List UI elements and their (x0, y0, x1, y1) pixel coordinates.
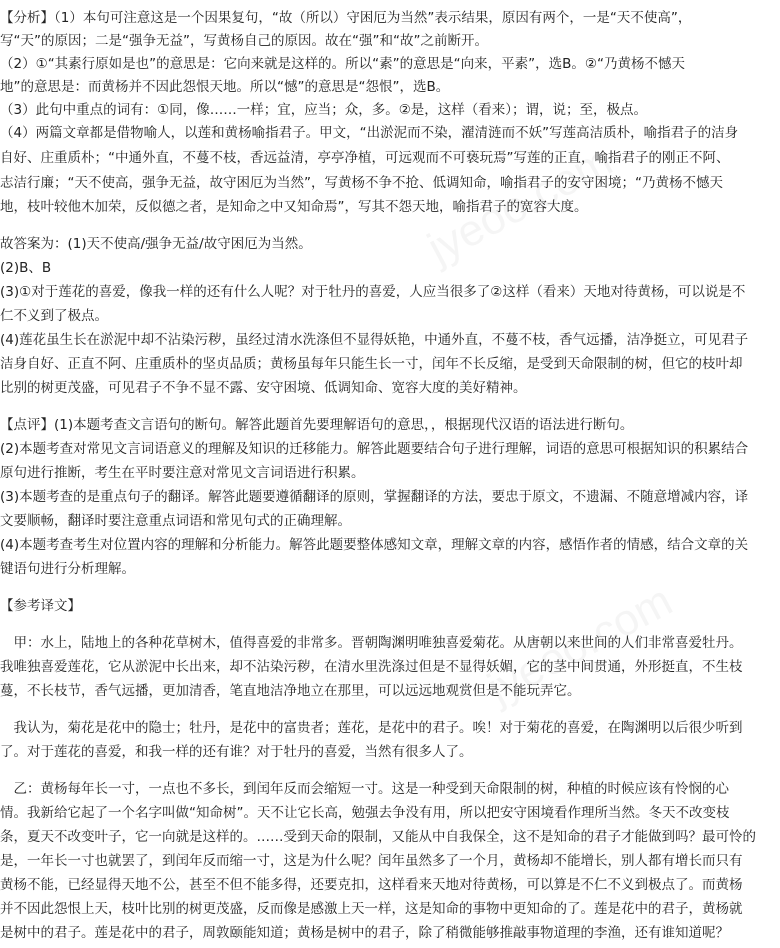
text-line: 了。对于莲花的喜爱，和我一样的还有谁？对于牡丹的喜爱，当然有很多人了。 (0, 744, 473, 760)
text-line: 【点评】(1)本题考查文言语句的断句。解答此题首先要理解语句的意思，，根据现代汉语的语法进行断句。 (0, 417, 634, 433)
text-line: 情。我新给它起了一个名字叫做“知命树”。天不让它长高，勉强去争没有用，所以把安守困境看作理所当然。冬天不改变枝 (0, 805, 730, 821)
watermark: jyeoo.com (420, 135, 621, 274)
text-line: 蔓，不长枝节，香气远播，更加清香，笔直地洁净地立在那里，可以远远地观赏但是不能玩弄它。 (0, 683, 581, 699)
text-line: 洁身自好、正直不阿、庄重质朴的坚贞品质；黄杨虽每年只能生长一寸，闰年不长反缩，是受到天命限制的树，但它的枝叶却 (0, 356, 743, 372)
text-line: 比别的树更茂盛，可见君子不争不显不露、安守困境、低调知命、宽容大度的美好精神。 (0, 380, 527, 396)
text-line: 我认为，菊花是花中的隐士；牡丹，是花中的富贵者；莲花，是花中的君子。唉！对于菊花的喜爱，在陶渊明以后很少听到 (0, 720, 743, 736)
text-line: (4)莲花虽生长在淤泥中却不沾染污秽，虽经过清水洗涤但不显得妖艳，中通外直，不蔓不枝，香气远播，洁净挺立，可见君子 (0, 332, 749, 348)
text-line: 文要顺畅，翻译时要注意重点词语和常见句式的正确理解。 (0, 513, 351, 529)
text-line: 是，一年长一寸也就罢了，到闰年反而缩一寸，这是为什么呢？闰年虽然多了一个月，黄杨却不能增长，别人都有增长而只有 (0, 853, 743, 869)
text-line: （3）此句中重点的词有：①同，像……一样；宜，应当；众，多。②是，这样（看来）；谓，说；至，极点。 (0, 102, 648, 118)
text-line: 地，枝叶较他木加荣，反似德之者，是知命之中又知命焉”，写其不怨天地，喻指君子的宽容大度。 (0, 199, 588, 215)
text-line: 仁不义到了极点。 (0, 308, 108, 324)
text-line: 我唯独喜爱莲花，它从淤泥中长出来，却不沾染污秽，在清水里洗涤过但是不显得妖媚，它的茎中间贯通，外形挺直，不生枝 (0, 659, 743, 675)
text-line: （2）①“其素行原如是也”的意思是：它向来就是这样的。所以“素”的意思是“向来，平素”，选B。②“乃黄杨不憾天 (0, 56, 686, 72)
text-line: (3)①对于莲花的喜爱，像我一样的还有什么人呢？对于牡丹的喜爱，人应当很多了②这样（看来）天地对待黄杨，可以说是不 (0, 284, 746, 300)
text-line: 志洁行廉；“天不使高，强争无益，故守困厄为当然”，写黄杨不争不抢、低调知命，喻指君子的安守困境；“乃黄杨不憾天 (0, 175, 723, 191)
text-line: 乙：黄杨每年长一寸，一点也不多长，到闰年反而会缩短一寸。这是一种受到天命限制的树，种植的时候应该有怜悯的心 (0, 781, 729, 797)
text-line: 故答案为：(1)天不使高/强争无益/故守困厄为当然。 (0, 236, 312, 252)
text-line: 条，夏天不改变叶子，它一向就是这样的。……受到天命的限制，又能从中自我保全，这不是知命的君子才能做到吗？最可怜的 (0, 829, 756, 845)
text-line: 写“天”的原因；二是“强争无益”，写黄杨自己的原因。故在“强”和“故”之前断开。 (0, 33, 488, 49)
text-line: 自好、庄重质朴；“中通外直，不蔓不枝，香远益清，亭亭净植，可远观而不可亵玩焉”写莲的正直，喻指君子的刚正不阿、 (0, 150, 730, 166)
text-line: （4）两篇文章都是借物喻人，以莲和黄杨喻指君子。甲文，“出淤泥而不染，濯清涟而不妖”写莲高洁质朴，喻指君子的洁身 (0, 125, 739, 141)
text-line: 键语句进行分析理解。 (0, 561, 135, 577)
text-line: 【分析】（1）本句可注意这是一个因果复句，“故（所以）守困厄为当然”表示结果，原因有两个，一是“天不使高”， (0, 10, 692, 26)
text-line: 是树中的君子。莲是花中的君子，周敦颐能知道；黄杨是树中的君子，除了稍微能够推敲事物道理的李渔，还有谁知道呢？ (0, 925, 729, 941)
text-line: (2)本题考查对常见文言词语意义的理解及知识的迁移能力。解答此题要结合句子进行理解，词语的意思可根据知识的积累结合 (0, 441, 749, 457)
text-line: 地”的意思是：而黄杨并不因此怨恨天地。所以“憾”的意思是“怨恨”，选B。 (0, 79, 450, 95)
text-line: (2)B、B (0, 260, 52, 276)
text-line: (3)本题考查的是重点句子的翻译。解答此题要遵循翻译的原则，掌握翻译的方法，要忠于原文，不遗漏、不随意增减内容，译 (0, 489, 749, 505)
watermark: jyeoo.com (480, 575, 681, 714)
text-line: 原句进行推断，考生在平时要注意对常见文言词语进行积累。 (0, 465, 365, 481)
text-line: 并不因此怨恨上天，枝叶比别的树更茂盛，反而像是感激上天一样，这是知命的事物中更知命的了。莲是花中的君子，黄杨就 (0, 901, 743, 917)
text-line: 甲：水上，陆地上的各种花草树木，值得喜爱的非常多。晋朝陶渊明唯独喜爱菊花。从唐朝以来世间的人们非常喜爱牡丹。 (0, 635, 743, 651)
text-line: 黄杨不能，已经显得天地不公，甚至不但不能多得，还要克扣，这样看来天地对待黄杨，可以算是不仁不义到极点了。而黄杨 (0, 877, 743, 893)
text-line: (4)本题考查考生对位置内容的理解和分析能力。解答此题要整体感知文章，理解文章的内容，感悟作者的情感，结合文章的关 (0, 537, 749, 553)
text-line: 【参考译文】 (0, 598, 81, 614)
